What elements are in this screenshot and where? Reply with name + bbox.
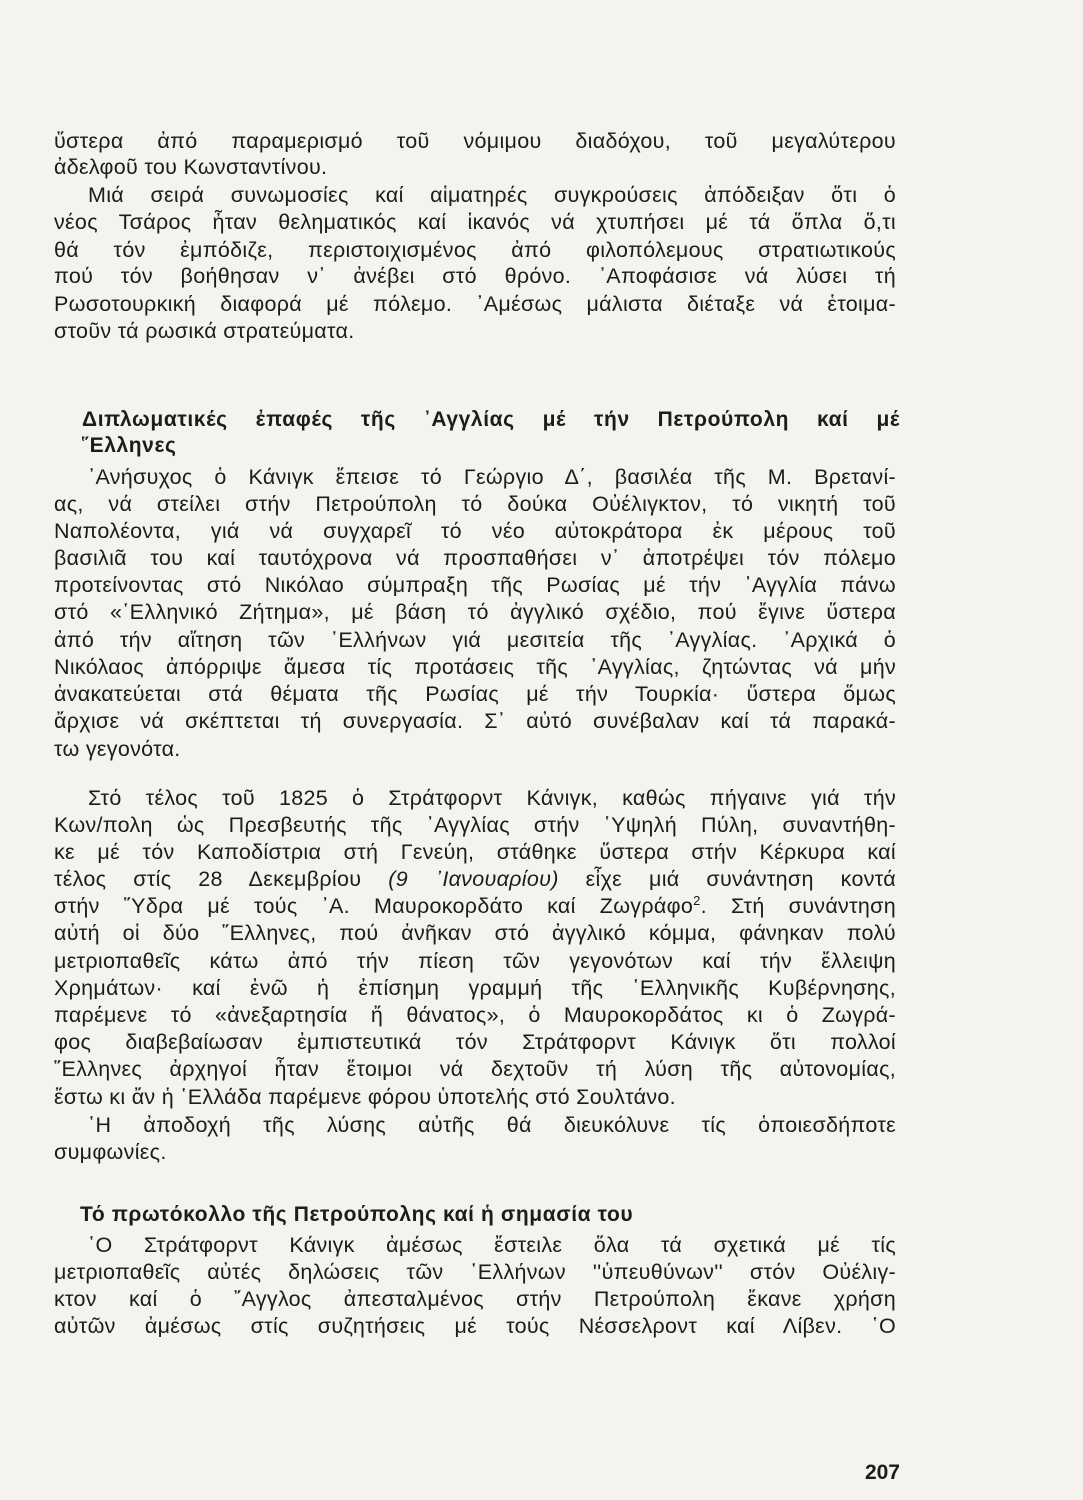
page-number: 207	[864, 1461, 900, 1484]
text-line: μετριοπαθεῖς αὐτές δηλώσεις τῶν ῾Ελλήνων ''ὑπευθύνων'' στόν Οὐέλιγ-	[54, 1260, 896, 1284]
section-heading: ῞Ελληνες	[82, 434, 177, 457]
text-line: μετριοπαθεῖς κάτω ἀπό τήν πίεση τῶν γεγονότων καί τήν ἔλλειψη	[54, 949, 896, 973]
text-line: Ναπολέοντα, γιά νά συγχαρεῖ τό νέο αὐτοκράτορα ἐκ μέρους τοῦ	[54, 519, 896, 543]
text-line: φος διαβεβαίωσαν ἐμπιστευτικά τόν Στράτφορντ Κάνιγκ ὅτι πολλοί	[54, 1030, 896, 1054]
text-line: κε μέ τόν Καποδίστρια στή Γενεύη, στάθηκε ὕστερα στήν Κέρκυρα καί	[54, 840, 896, 864]
text-line: αὐτή οἱ δύο ῞Ελληνες, πού ἀνῆκαν στό ἀγγλικό κόμμα, φάνηκαν πολύ	[54, 921, 896, 945]
text-line: ἀδελφοῦ του Κωνσταντίνου.	[54, 155, 328, 179]
text-line: ὕστερα ἀπό παραμερισμό τοῦ νόμιμου διαδόχου, τοῦ μεγαλύτερου	[54, 129, 896, 153]
text-line	[54, 893, 896, 919]
text-line: αὐτῶν ἀμέσως στίς συζητήσεις μέ τούς Νέσσελροντ καί Λίβεν. ῾Ο	[54, 1314, 896, 1338]
text-fragment: στήν ῞Υδρα μέ τούς ᾿Α. Μαυροκορδάτο καί Ζωγράφο	[54, 894, 694, 918]
text-line: ᾿Ανήσυχος ὁ Κάνιγκ ἔπεισε τό Γεώργιο Δ΄, βασιλέα τῆς Μ. Βρετανί-	[88, 465, 896, 489]
text-fragment: εἶχε μιά συνάντηση κοντά	[585, 867, 896, 891]
text-line: θά τόν ἐμπόδιζε, περιστοιχισμένος ἀπό φιλοπόλεμους στρατιωτικούς	[54, 238, 896, 262]
text-line: Ρωσοτουρκική διαφορά μέ πόλεμο. ᾿Αμέσως μάλιστα διέταξε νά ἑτοιμα-	[54, 292, 896, 316]
text-line: πού τόν βοήθησαν ν᾿ ἀνέβει στό θρόνο. ᾿Αποφάσισε νά λύσει τή	[54, 264, 896, 288]
text-line: ἀπό τήν αἴτηση τῶν ῾Ελλήνων γιά μεσιτεία τῆς ᾿Αγγλίας. ᾿Αρχικά ὁ	[54, 628, 896, 652]
text-line: Μιά σειρά συνωμοσίες καί αἱματηρές συγκρούσεις ἀπόδειξαν ὅτι ὁ	[88, 183, 896, 207]
text-line: νέος Τσάρος ἦταν θεληματικός καί ἱκανός νά χτυπήσει μέ τά ὅπλα ὅ,τι	[54, 210, 896, 234]
text-line: τω γεγονότα.	[54, 737, 181, 761]
text-line: ῾Ο Στράτφορντ Κάνιγκ ἀμέσως ἔστειλε ὅλα τά σχετικά μέ τίς	[88, 1233, 896, 1257]
text-line: ἄρχισε νά σκέπτεται τή συνεργασία. Σ᾿ αὐτό συνέβαλαν καί τά παρακά-	[54, 709, 896, 733]
text-line: ἀνακατεύεται στά θέματα τῆς Ρωσίας μέ τήν Τουρκία· ὕστερα ὅμως	[54, 682, 896, 706]
text-line	[54, 866, 896, 892]
text-line: παρέμενε τό «ἀνεξαρτησία ἤ θάνατος», ὁ Μαυροκορδάτος κι ὁ Ζωγρά-	[54, 1003, 896, 1027]
section-heading: Διπλωματικές ἐπαφές τῆς ᾿Αγγλίας μέ τήν Πετρούπολη καί μέ	[82, 408, 900, 431]
text-line: συμφωνίες.	[54, 1140, 167, 1164]
text-line: κτον καί ὁ ῎Αγγλος ἀπεσταλμένος στήν Πετρούπολη ἔκανε χρήση	[54, 1287, 896, 1311]
italic-date: (9 ᾿Ιανουαρίου)	[388, 867, 559, 891]
text-line: Στό τέλος τοῦ 1825 ὁ Στράτφορντ Κάνιγκ, καθώς πήγαινε γιά τήν	[88, 786, 896, 810]
text-line: ῾Η ἀποδοχή τῆς λύσης αὐτῆς θά διευκόλυνε τίς ὁποιεσδήποτε	[88, 1113, 896, 1137]
footnote-marker: 2	[693, 892, 701, 908]
text-line: ῞Ελληνες ἀρχηγοί ἦταν ἕτοιμοι νά δεχτοῦν τή λύση τῆς αὐτονομίας,	[54, 1057, 896, 1081]
section-heading: Τό πρωτόκολλο τῆς Πετρούπολης καί ἡ σημασία του	[80, 1203, 634, 1226]
text-fragment: τέλος στίς 28 Δεκεμβρίου	[54, 867, 362, 891]
text-line: Κων/πολη ὡς Πρεσβευτής τῆς ᾿Αγγλίας στήν ῾Υψηλή Πύλη, συναντήθη-	[54, 813, 896, 837]
text-line: ας, νά στείλει στήν Πετρούπολη τό δούκα Οὐέλιγκτον, τό νικητή τοῦ	[54, 492, 896, 516]
text-line: Χρημάτων· καί ἐνῶ ἡ ἐπίσημη γραμμή τῆς ῾Ελληνικῆς Κυβέρνησης,	[54, 976, 896, 1000]
text-line: βασιλιᾶ του καί ταυτόχρονα νά προσπαθήσει ν᾿ ἀποτρέψει τόν πόλεμο	[54, 546, 896, 570]
text-line: προτείνοντας στό Νικόλαο σύμπραξη τῆς Ρωσίας μέ τήν ᾿Αγγλία πάνω	[54, 573, 896, 597]
text-fragment: . Στή συνάντηση	[700, 894, 896, 918]
text-line: στό «῾Ελληνικό Ζήτημα», μέ βάση τό ἀγγλικό σχέδιο, πού ἔγινε ὕστερα	[54, 600, 896, 624]
text-line: στοῦν τά ρωσικά στρατεύματα.	[54, 319, 355, 343]
text-line: Νικόλαος ἀπόρριψε ἄμεσα τίς προτάσεις τῆς ᾿Αγγλίας, ζητώντας νά μήν	[54, 655, 896, 679]
text-line: ἔστω κι ἄν ἡ ῾Ελλάδα παρέμενε φόρου ὑποτελής στό Σουλτάνο.	[54, 1085, 676, 1109]
